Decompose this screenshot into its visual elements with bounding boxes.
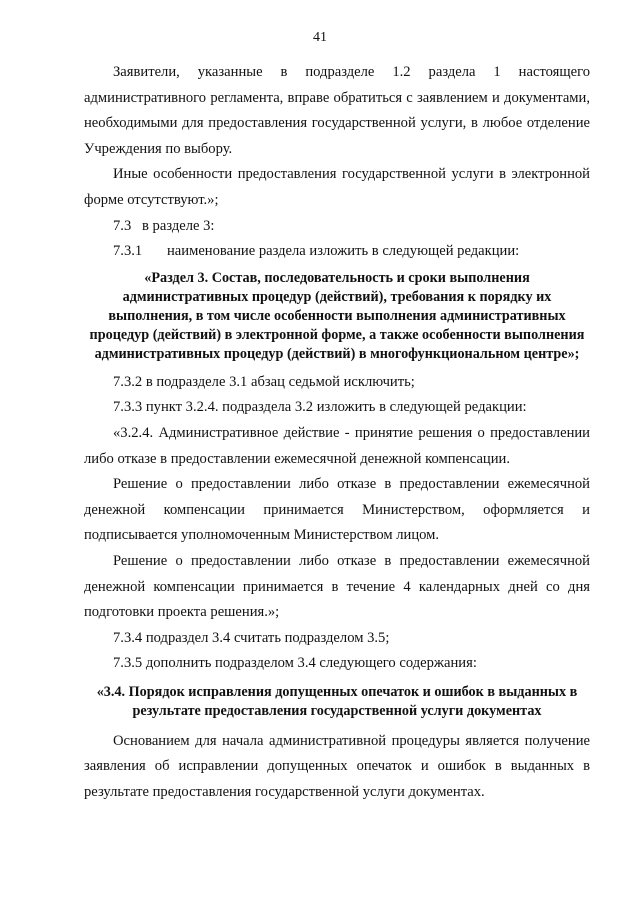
item-7-3 xyxy=(84,214,590,240)
item-7-3-1-text: наименование раздела изложить в следующей редакции: xyxy=(167,243,520,260)
item-7-3-1-number: 7.3.1 xyxy=(113,243,143,260)
item-7-3-1 xyxy=(84,239,590,265)
document-body xyxy=(84,60,590,806)
item-7-3-4: 7.3.4 подраздел 3.4 считать подразделом 3.5; xyxy=(113,629,390,646)
paragraph-applicants: Заявители, указанные в подразделе 1.2 раздела 1 настоящего административного регламента, вправе обратиться с заявлением и документами, необходимыми для предоставления государственной услуги, в любое отделение Учреждения по выбору. xyxy=(84,64,590,157)
item-7-3-5: 7.3.5 дополнить подразделом 3.4 следующего содержания: xyxy=(113,655,477,672)
paragraph-basis: Основанием для начала административной процедуры является получение заявления об исправлении допущенных опечаток и ошибок в выданных в результате предоставления государственной услуги документах. xyxy=(84,732,590,801)
item-7-3-text: в разделе 3: xyxy=(142,217,215,234)
paragraph-decision-term: Решение о предоставлении либо отказе в предоставлении ежемесячной денежной компенсации принимается в течение 4 календарных дней со дня подготовки проекта решения.»; xyxy=(84,552,590,621)
page-number: 41 xyxy=(313,30,327,45)
section-3-4-title: «3.4. Порядок исправления допущенных опечаток и ошибок в выданных в результате предоставления государственной услуги документах xyxy=(96,683,578,719)
item-7-3-2: 7.3.2 в подразделе 3.1 абзац седьмой исключить; xyxy=(113,373,415,390)
item-7-3-number: 7.3 xyxy=(113,217,132,234)
paragraph-decision-ministry: Решение о предоставлении либо отказе в предоставлении ежемесячной денежной компенсации принимается Министерством, оформляется и подписывается уполномоченным Министерством лицом. xyxy=(84,476,590,544)
section-3-title: «Раздел 3. Состав, последовательность и сроки выполнения административных процедур (действий), требования к порядку их выполнения, в том числе особенности выполнения административных процедур (действий) в электронной форме, а также особенности выполнения административных процедур (действий) в многофункциональном центре»; xyxy=(89,269,585,362)
paragraph-electronic-form: Иные особенности предоставления государственной услуги в электронной форме отсутствуют.»; xyxy=(84,166,590,208)
paragraph-3-2-4: «3.2.4. Административное действие - принятие решения о предоставлении либо отказе в предоставлении ежемесячной денежной компенсации. xyxy=(84,424,590,467)
item-7-3-3: 7.3.3 пункт 3.2.4. подраздела 3.2 изложить в следующей редакции: xyxy=(113,399,527,416)
